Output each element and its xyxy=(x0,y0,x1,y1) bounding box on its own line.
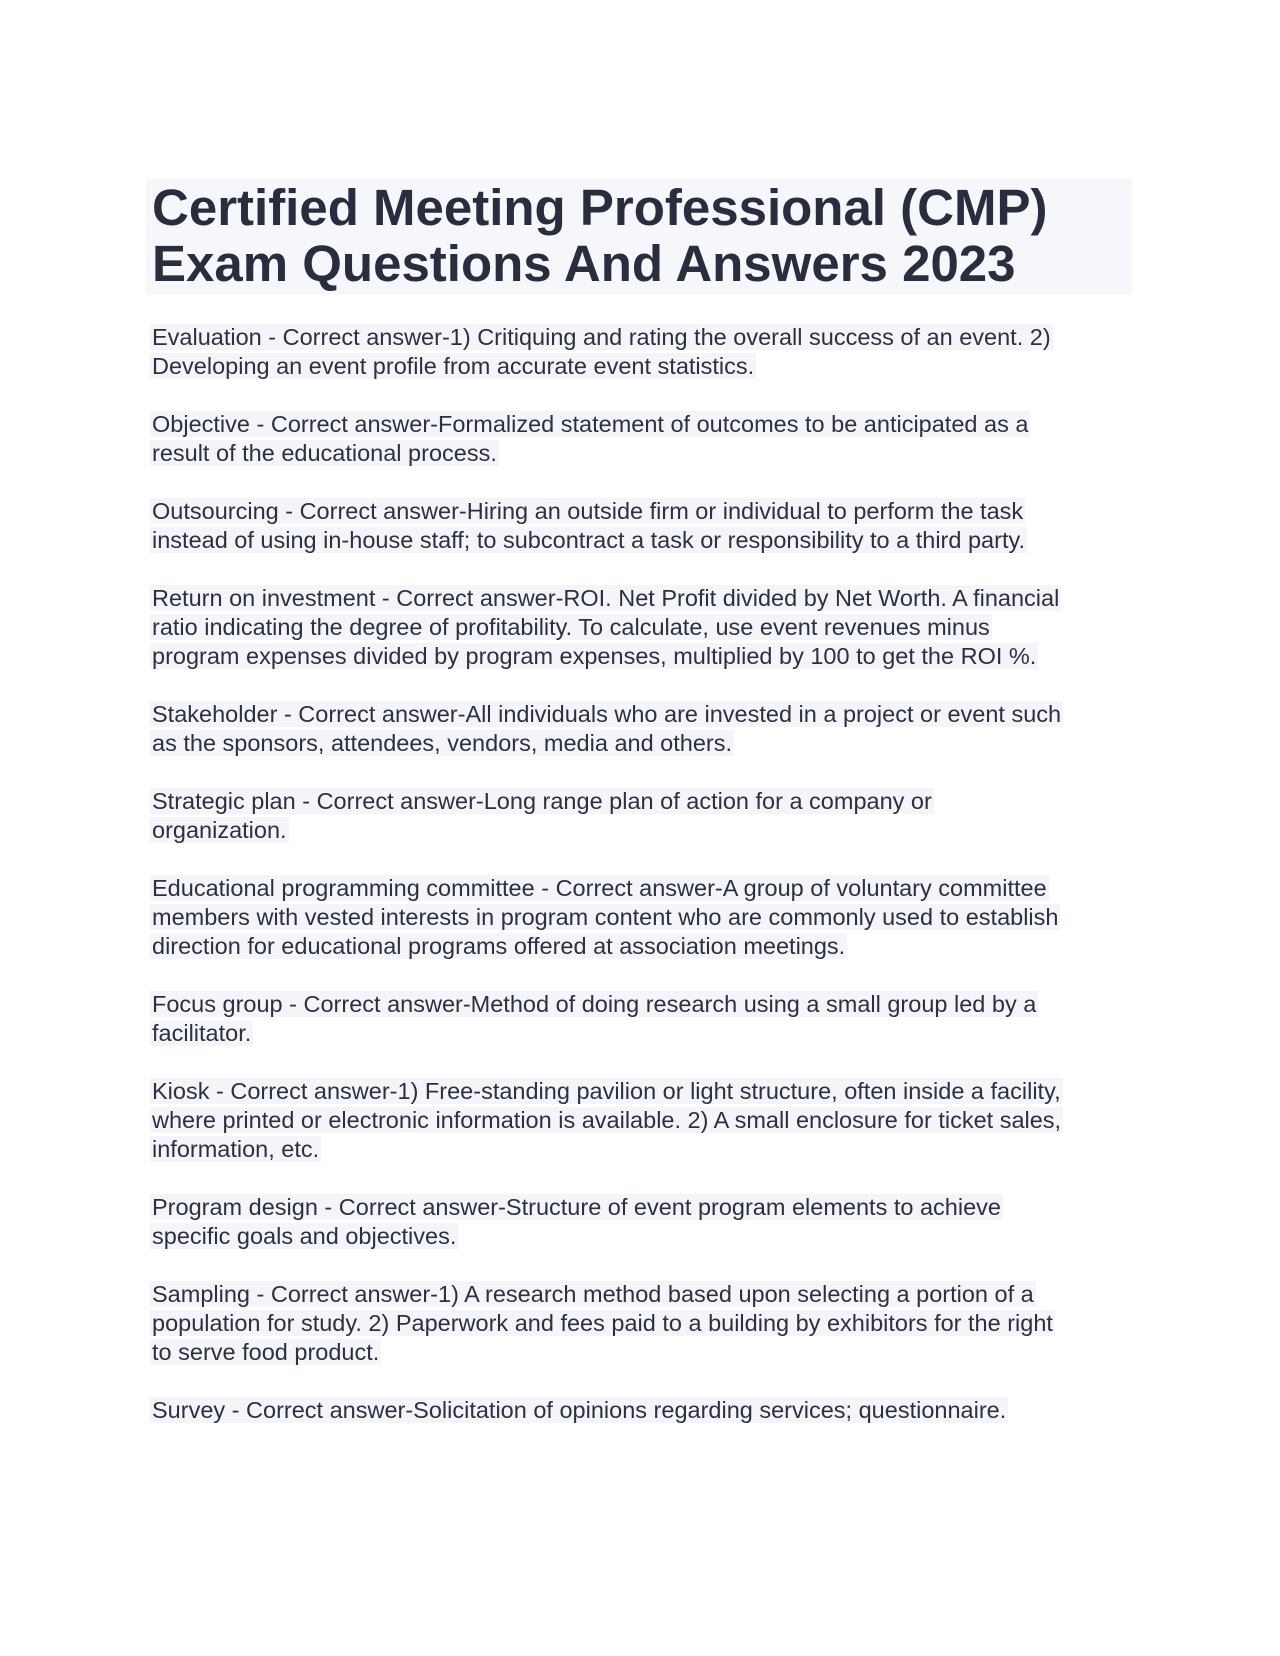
entry-line: Strategic plan - Correct answer-Long range plan of action for a company or xyxy=(152,788,932,814)
entry-line: Stakeholder - Correct answer-All individuals who are invested in a project or event such xyxy=(152,701,1062,727)
entry-evaluation xyxy=(150,323,1140,381)
entry-line: organization. xyxy=(152,817,287,843)
entry-line: Kiosk - Correct answer-1) Free-standing pavilion or light structure, often inside a facility, xyxy=(152,1078,1061,1104)
entry-line: Objective - Correct answer-Formalized statement of outcomes to be anticipated as a xyxy=(152,411,1029,437)
entry-line: Focus group - Correct answer-Method of doing research using a small group led by a xyxy=(152,991,1037,1017)
entry-focus-group xyxy=(150,990,1140,1048)
entry-line: to serve food product. xyxy=(152,1339,380,1365)
title-line-1: Certified Meeting Professional (CMP) xyxy=(152,179,1048,236)
entry-strategic-plan xyxy=(150,787,1140,845)
entry-line: information, etc. xyxy=(152,1136,320,1162)
entry-survey xyxy=(150,1396,1140,1425)
entry-line: result of the educational process. xyxy=(152,440,497,466)
entry-line: Educational programming committee - Correct answer-A group of voluntary committee xyxy=(152,875,1047,901)
qa-entries xyxy=(150,323,1140,1454)
entry-line: Return on investment - Correct answer-ROI. Net Profit divided by Net Worth. A financial xyxy=(152,585,1060,611)
title-line-2: Exam Questions And Answers 2023 xyxy=(152,235,1016,292)
entry-line: direction for educational programs offered at association meetings. xyxy=(152,933,846,959)
entry-line: where printed or electronic information is available. 2) A small enclosure for ticket sales, xyxy=(152,1107,1062,1133)
entry-educational-programming-committee xyxy=(150,874,1140,961)
entry-line: population for study. 2) Paperwork and fees paid to a building by exhibitors for the right xyxy=(152,1310,1053,1336)
entry-line: Outsourcing - Correct answer-Hiring an outside firm or individual to perform the task xyxy=(152,498,1024,524)
entry-line: Evaluation - Correct answer-1) Critiquing and rating the overall success of an event. 2) xyxy=(152,324,1051,350)
entry-line: Program design - Correct answer-Structure of event program elements to achieve xyxy=(152,1194,1001,1220)
entry-line: facilitator. xyxy=(152,1020,252,1046)
entry-objective xyxy=(150,410,1140,468)
entry-line: as the sponsors, attendees, vendors, media and others. xyxy=(152,730,733,756)
entry-line: program expenses divided by program expenses, multiplied by 100 to get the ROI %. xyxy=(152,643,1037,669)
entry-stakeholder xyxy=(150,700,1140,758)
entry-line: Survey - Correct answer-Solicitation of opinions regarding services; questionnaire. xyxy=(152,1397,1007,1423)
entry-line: Developing an event profile from accurate event statistics. xyxy=(152,353,755,379)
entry-line: ratio indicating the degree of profitability. To calculate, use event revenues minus xyxy=(152,614,990,640)
entry-line: members with vested interests in program content who are commonly used to establish xyxy=(152,904,1059,930)
entry-sampling xyxy=(150,1280,1140,1367)
entry-kiosk xyxy=(150,1077,1140,1164)
entry-line: specific goals and objectives. xyxy=(152,1223,457,1249)
entry-line: instead of using in-house staff; to subcontract a task or responsibility to a third party. xyxy=(152,527,1026,553)
document-title xyxy=(146,179,1132,295)
entry-program-design xyxy=(150,1193,1140,1251)
entry-line: Sampling - Correct answer-1) A research method based upon selecting a portion of a xyxy=(152,1281,1034,1307)
entry-outsourcing xyxy=(150,497,1140,555)
entry-return-on-investment xyxy=(150,584,1140,671)
